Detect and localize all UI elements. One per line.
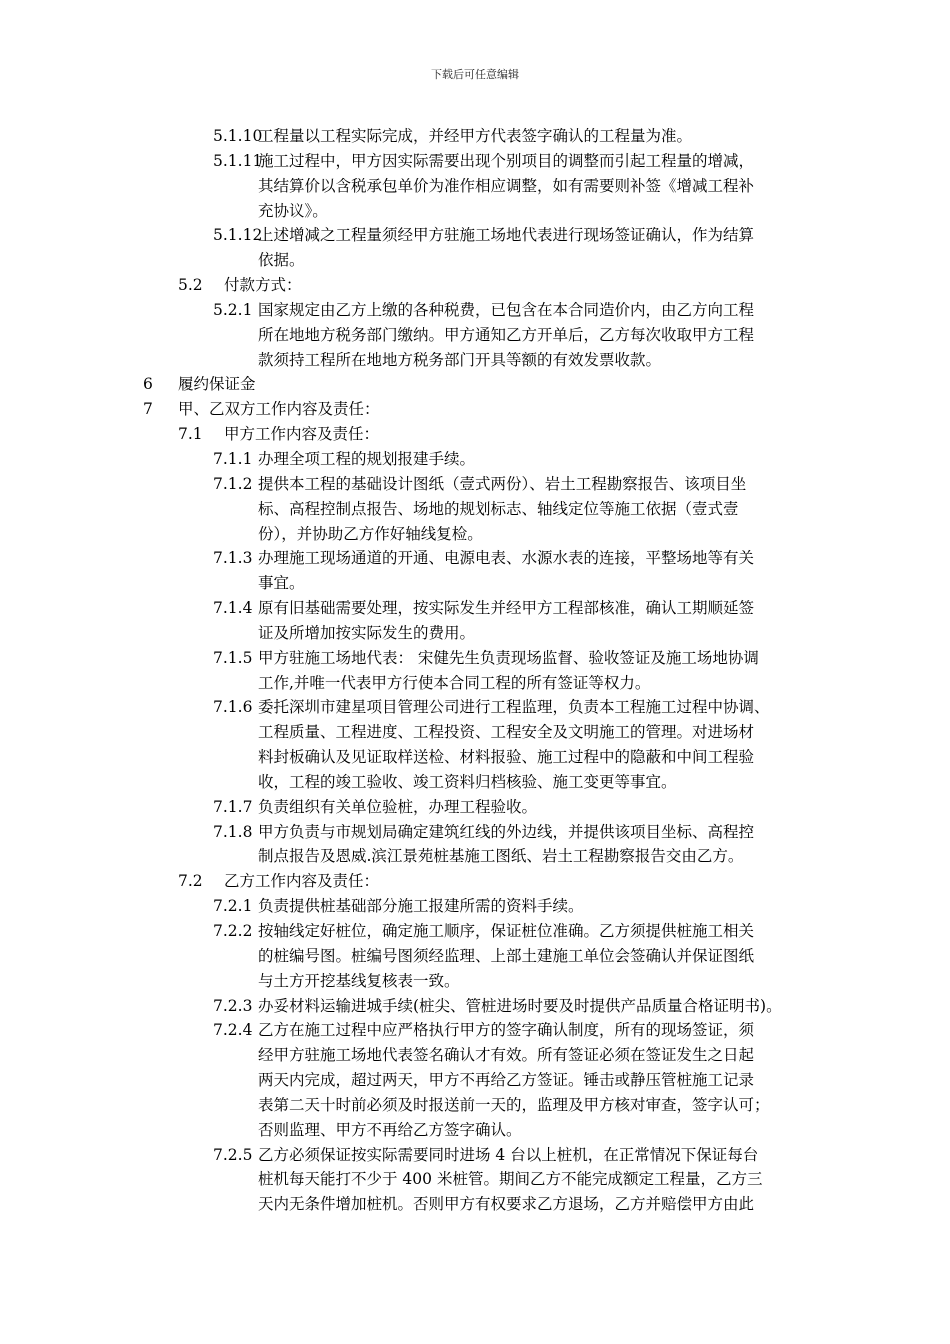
clause-text: 办妥材料运输进城手续(桩尖、管桩进场时要及时提供产品质量合格证明书)。 — [258, 996, 782, 1015]
clause-number: 7.1.6 — [213, 698, 253, 717]
clause-text: 付款方式： — [224, 276, 302, 295]
clause-text: 所在地地方税务部门缴纳。甲方通知乙方开单后，乙方每次收取甲方工程 — [258, 325, 755, 344]
clause-text: 上述增减之工程量须经甲方驻施工场地代表进行现场签证确认，作为结算 — [258, 226, 755, 245]
clause-text: 否则监理、甲方不再给乙方签字确认。 — [258, 1120, 522, 1139]
clause-text: 工作,并唯一代表甲方行使本合同工程的所有签证等权力。 — [258, 673, 651, 692]
clause-text: 施工过程中，甲方因实际需要出现个别项目的调整而引起工程量的增减， — [258, 151, 755, 170]
clause-number: 7.2.1 — [213, 897, 253, 916]
document-line — [0, 844, 950, 869]
clause-text: 负责提供桩基础部分施工报建所需的资料手续。 — [258, 897, 584, 916]
clause-number: 6 — [143, 375, 153, 394]
clause-number: 7.1.5 — [213, 648, 253, 667]
clause-text: 履约保证金 — [178, 375, 256, 394]
clause-text: 经甲方驻施工场地代表签名确认才有效。所有签证必须在签证发生之日起 — [258, 1046, 755, 1065]
document-line — [0, 894, 950, 919]
document-line — [0, 1043, 950, 1068]
clause-text: 乙方在施工过程中应严格执行甲方的签字确认制度，所有的现场签证，须 — [258, 1021, 755, 1040]
clause-text: 其结算价以含税承包单价为准作相应调整，如有需要则补签《增减工程补 — [258, 176, 755, 195]
clause-number: 5.2 — [178, 276, 203, 295]
clause-text: 工程量以工程实际完成，并经甲方代表签字确认的工程量为准。 — [258, 127, 693, 145]
clause-number: 7.1.1 — [213, 449, 253, 468]
clause-number: 5.1.12 — [213, 226, 263, 245]
document-line — [0, 298, 950, 323]
document-line — [0, 695, 950, 720]
document-line — [0, 820, 950, 845]
document-line — [0, 869, 950, 894]
clause-number: 7.2.2 — [213, 922, 253, 940]
document-line — [0, 422, 950, 447]
page-header: 下载后可任意编辑 — [431, 68, 519, 81]
document-line — [0, 646, 950, 671]
clause-number: 7.1.2 — [213, 474, 253, 493]
clause-text: 证及所增加按实际发生的费用。 — [258, 623, 476, 642]
clause-text: 款须持工程所在地地方税务部门开具等额的有效发票收款。 — [258, 350, 662, 369]
document-line — [0, 571, 950, 596]
clause-number: 7.1.3 — [213, 549, 253, 568]
clause-text: 料封板确认及见证取样送检、材料报验、施工过程中的隐蔽和中间工程验 — [258, 748, 755, 767]
clause-text: 工程质量、工程进度、工程投资、工程安全及文明施工的管理。对进场材 — [258, 723, 755, 742]
clause-number: 5.1.11 — [213, 151, 263, 170]
document-line — [0, 969, 950, 994]
clause-number: 7.1.8 — [213, 822, 253, 841]
document-line — [0, 397, 950, 422]
clause-text: 办理施工现场通道的开通、电源电表、水源水表的连接，平整场地等有关 — [258, 549, 755, 568]
document-line — [0, 472, 950, 497]
clause-text: 甲、乙双方工作内容及责任： — [178, 400, 380, 419]
document-line — [0, 1018, 950, 1043]
clause-number: 7.2 — [178, 872, 203, 891]
clause-text: 表第二天十时前必须及时报送前一天的，监理及甲方核对审查，签字认可； — [258, 1095, 770, 1114]
document-body — [0, 124, 950, 1217]
clause-number: 7.2.4 — [213, 1021, 253, 1040]
clause-number: 7.1.4 — [213, 599, 253, 618]
clause-text: 收，工程的竣工验收、竣工资料归档核验、施工变更等事宜。 — [258, 772, 677, 791]
document-line — [0, 546, 950, 571]
clause-text: 办理全项工程的规划报建手续。 — [258, 449, 476, 468]
document-line — [0, 497, 950, 522]
clause-text: 原有旧基础需要处理，按实际发生并经甲方工程部核准，确认工期顺延签 — [258, 599, 755, 618]
document-line — [0, 323, 950, 348]
document-line — [0, 596, 950, 621]
clause-text: 甲方负责与市规划局确定建筑红线的外边线，并提供该项目坐标、高程控 — [258, 822, 755, 841]
document-line — [0, 273, 950, 298]
clause-text: 委托深圳市建星项目管理公司进行工程监理，负责本工程施工过程中协调、 — [258, 698, 770, 717]
document-line — [0, 223, 950, 248]
clause-number: 7.1.7 — [213, 797, 253, 816]
document-line — [0, 447, 950, 472]
document-line — [0, 348, 950, 373]
clause-text: 国家规定由乙方上缴的各种税费，已包含在本合同造价内，由乙方向工程 — [258, 300, 755, 319]
document-line — [0, 720, 950, 745]
clause-text: 与土方开挖基线复核表一致。 — [258, 971, 460, 990]
clause-text: 制点报告及恩威.滨江景苑桩基施工图纸、岩土工程勘察报告交由乙方。 — [258, 847, 744, 866]
clause-number: 7.2.3 — [213, 996, 253, 1015]
clause-number: 7 — [143, 400, 153, 419]
clause-text: 负责组织有关单位验桩，办理工程验收。 — [258, 797, 538, 816]
clause-text: 份），并协助乙方作好轴线复检。 — [258, 524, 483, 543]
clause-text: 桩机每天能打不少于 400 米桩管。期间乙方不能完成额定工程量，乙方三 — [258, 1170, 763, 1189]
document-line — [0, 671, 950, 696]
document-line — [0, 1143, 950, 1168]
document-line — [0, 124, 950, 149]
document-line — [0, 621, 950, 646]
clause-text: 标、高程控制点报告、场地的规划标志、轴线定位等施工依据（壹式壹 — [258, 499, 739, 518]
document-line — [0, 1192, 950, 1217]
clause-number: 5.2.1 — [213, 300, 253, 319]
clause-text: 依据。 — [258, 251, 305, 270]
clause-text: 甲方工作内容及责任： — [224, 425, 380, 444]
document-line — [0, 745, 950, 770]
document-line — [0, 1068, 950, 1093]
document-line — [0, 372, 950, 397]
clause-number: 7.2.5 — [213, 1145, 253, 1164]
clause-text: 天内无条件增加桩机。否则甲方有权要求乙方退场，乙方并赔偿甲方由此 — [258, 1195, 755, 1214]
document-line — [0, 174, 950, 199]
clause-text: 的桩编号图。桩编号图须经监理、上部土建施工单位会签确认并保证图纸 — [258, 946, 755, 965]
document-line — [0, 149, 950, 174]
document-line — [0, 795, 950, 820]
clause-text: 乙方必须保证按实际需要同时进场 4 台以上桩机，在正常情况下保证每台 — [258, 1145, 759, 1164]
document-line — [0, 199, 950, 224]
document-line — [0, 522, 950, 547]
document-line — [0, 1118, 950, 1143]
clause-text: 充协议》。 — [258, 201, 328, 220]
clause-text: 提供本工程的基础设计图纸（壹式两份）、岩土工程勘察报告、该项目坐 — [258, 474, 747, 493]
document-line — [0, 994, 950, 1019]
document-line — [0, 770, 950, 795]
document-line — [0, 919, 950, 944]
document-line — [0, 248, 950, 273]
clause-text: 两天内完成，超过两天，甲方不再给乙方签证。锤击或静压管桩施工记录 — [258, 1071, 755, 1090]
document-line — [0, 1093, 950, 1118]
clause-text: 甲方驻施工场地代表： 宋健先生负责现场监督、验收签证及施工场地协调 — [258, 648, 759, 667]
clause-text: 按轴线定好桩位，确定施工顺序，保证桩位准确。乙方须提供桩施工相关 — [258, 922, 755, 940]
document-line — [0, 1167, 950, 1192]
clause-number: 7.1 — [178, 425, 203, 444]
document-line — [0, 944, 950, 969]
clause-number: 5.1.10 — [213, 127, 263, 145]
clause-text: 事宜。 — [258, 574, 305, 593]
clause-text: 乙方工作内容及责任： — [224, 872, 380, 891]
